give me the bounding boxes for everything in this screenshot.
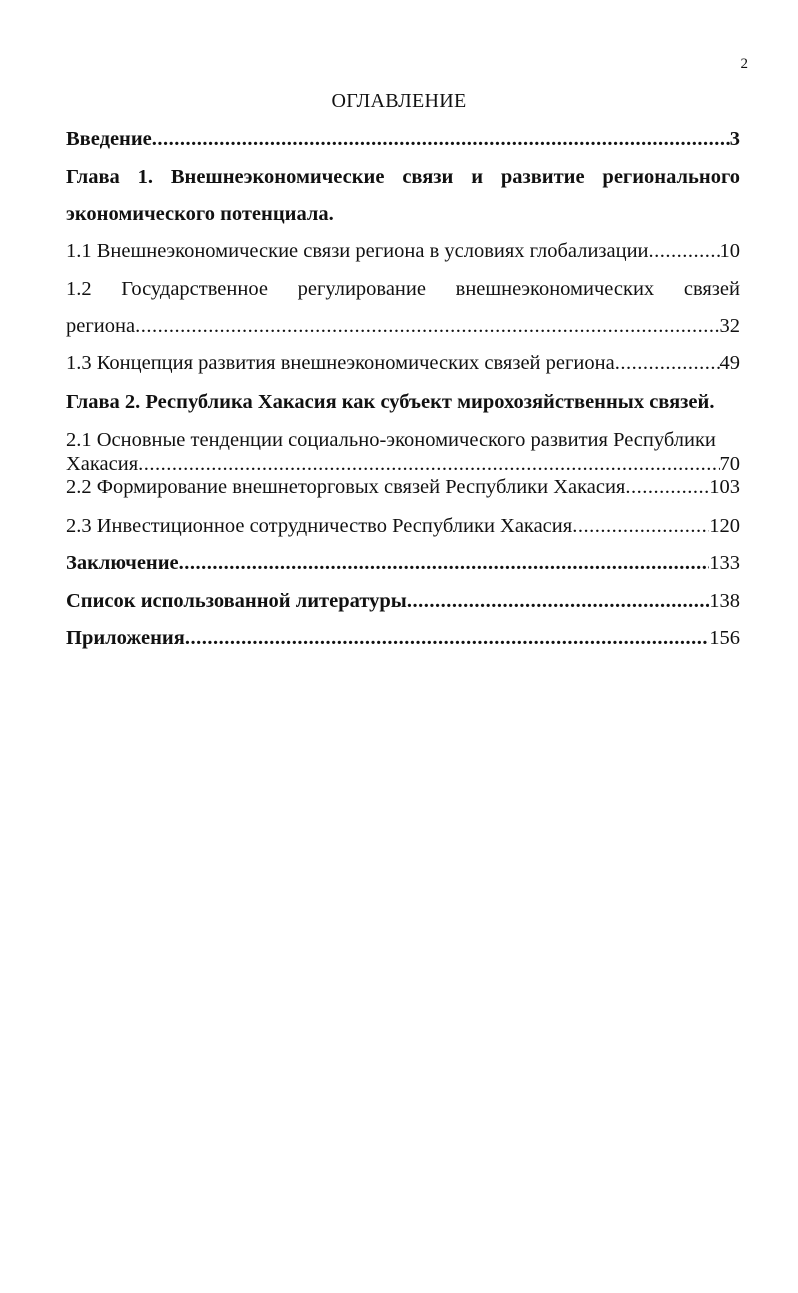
toc-entry-page: 120: [709, 515, 740, 537]
toc-chapter-2[interactable]: Глава 2. Республика Хакасия как субъект мирохозяйственных связей.: [66, 391, 715, 413]
word: регулирование: [297, 278, 426, 300]
word: связи: [402, 166, 454, 188]
toc-entry-label: региона: [66, 315, 136, 337]
toc-entry-label: Заключение: [66, 552, 179, 574]
toc-entry-page: 49: [719, 352, 740, 374]
toc-entry-label: 1.1 Внешнеэкономические связи региона в условиях глобализации: [66, 240, 649, 262]
toc-entry-1-2-line-2[interactable]: [66, 312, 740, 340]
toc-entry-label: 2.2 Формирование внешнеторговых связей Республики Хакасия: [66, 476, 626, 498]
toc-entry-1-3[interactable]: [66, 349, 740, 377]
word: 1.: [137, 166, 154, 188]
toc-entry-label: 1.3 Концепция развития внешнеэкономических связей региона: [66, 352, 615, 374]
dot-leader: [572, 512, 709, 540]
dot-leader: [625, 473, 709, 501]
toc-entry-page: 3: [729, 128, 740, 150]
toc-entry-page: 156: [709, 627, 740, 649]
toc-entry-label: Приложения: [66, 627, 185, 649]
dot-leader: [185, 624, 709, 652]
word: внешнеэкономических: [455, 278, 655, 300]
toc-entry-appendices[interactable]: [66, 624, 740, 652]
dot-leader: [179, 549, 710, 577]
word: Внешнеэкономические: [170, 166, 385, 188]
dot-leader: [152, 125, 730, 153]
toc-entry-conclusion[interactable]: [66, 549, 740, 577]
toc-entry-label: 2.3 Инвестиционное сотрудничество Республики Хакасия: [66, 515, 573, 537]
word: Глава: [66, 166, 120, 188]
toc-entry-1-1[interactable]: [66, 237, 740, 265]
toc-entry-page: 103: [709, 476, 740, 498]
word: развитие: [500, 166, 585, 188]
word: регионального: [602, 166, 740, 188]
word: 1.2: [66, 278, 92, 300]
toc-entry-page: 138: [709, 590, 740, 612]
toc-title: ОГЛАВЛЕНИЕ: [331, 90, 467, 112]
toc-entry-label: Введение: [66, 128, 152, 150]
dot-leader: [649, 237, 720, 265]
dot-leader: [135, 312, 719, 340]
page-number: 2: [740, 56, 748, 72]
dot-leader: [615, 349, 720, 377]
word: связей: [683, 278, 740, 300]
toc-entry-label: Список использованной литературы: [66, 590, 407, 612]
toc-entry-label: Хакасия: [66, 453, 139, 475]
word: и: [471, 166, 483, 188]
toc-entry-references[interactable]: [66, 587, 740, 615]
word: Государственное: [121, 278, 268, 300]
toc-entry-2-1-line-1[interactable]: 2.1 Основные тенденции социально-экономического развития Республики: [66, 429, 716, 451]
toc-chapter-1-line-1[interactable]: [66, 163, 740, 191]
toc-entry-2-3[interactable]: [66, 512, 740, 540]
toc-entry-page: 70: [719, 453, 740, 475]
toc-entry-1-2-line-1[interactable]: [66, 275, 740, 303]
dot-leader: [407, 587, 709, 615]
toc-entry-page: 32: [719, 315, 740, 337]
toc-chapter-1-line-2[interactable]: экономического потенциала.: [66, 203, 334, 225]
toc-entry-2-2[interactable]: [66, 473, 740, 501]
toc-entry-page: 133: [709, 552, 740, 574]
toc-entry-intro[interactable]: [66, 125, 740, 153]
toc-entry-page: 10: [719, 240, 740, 262]
